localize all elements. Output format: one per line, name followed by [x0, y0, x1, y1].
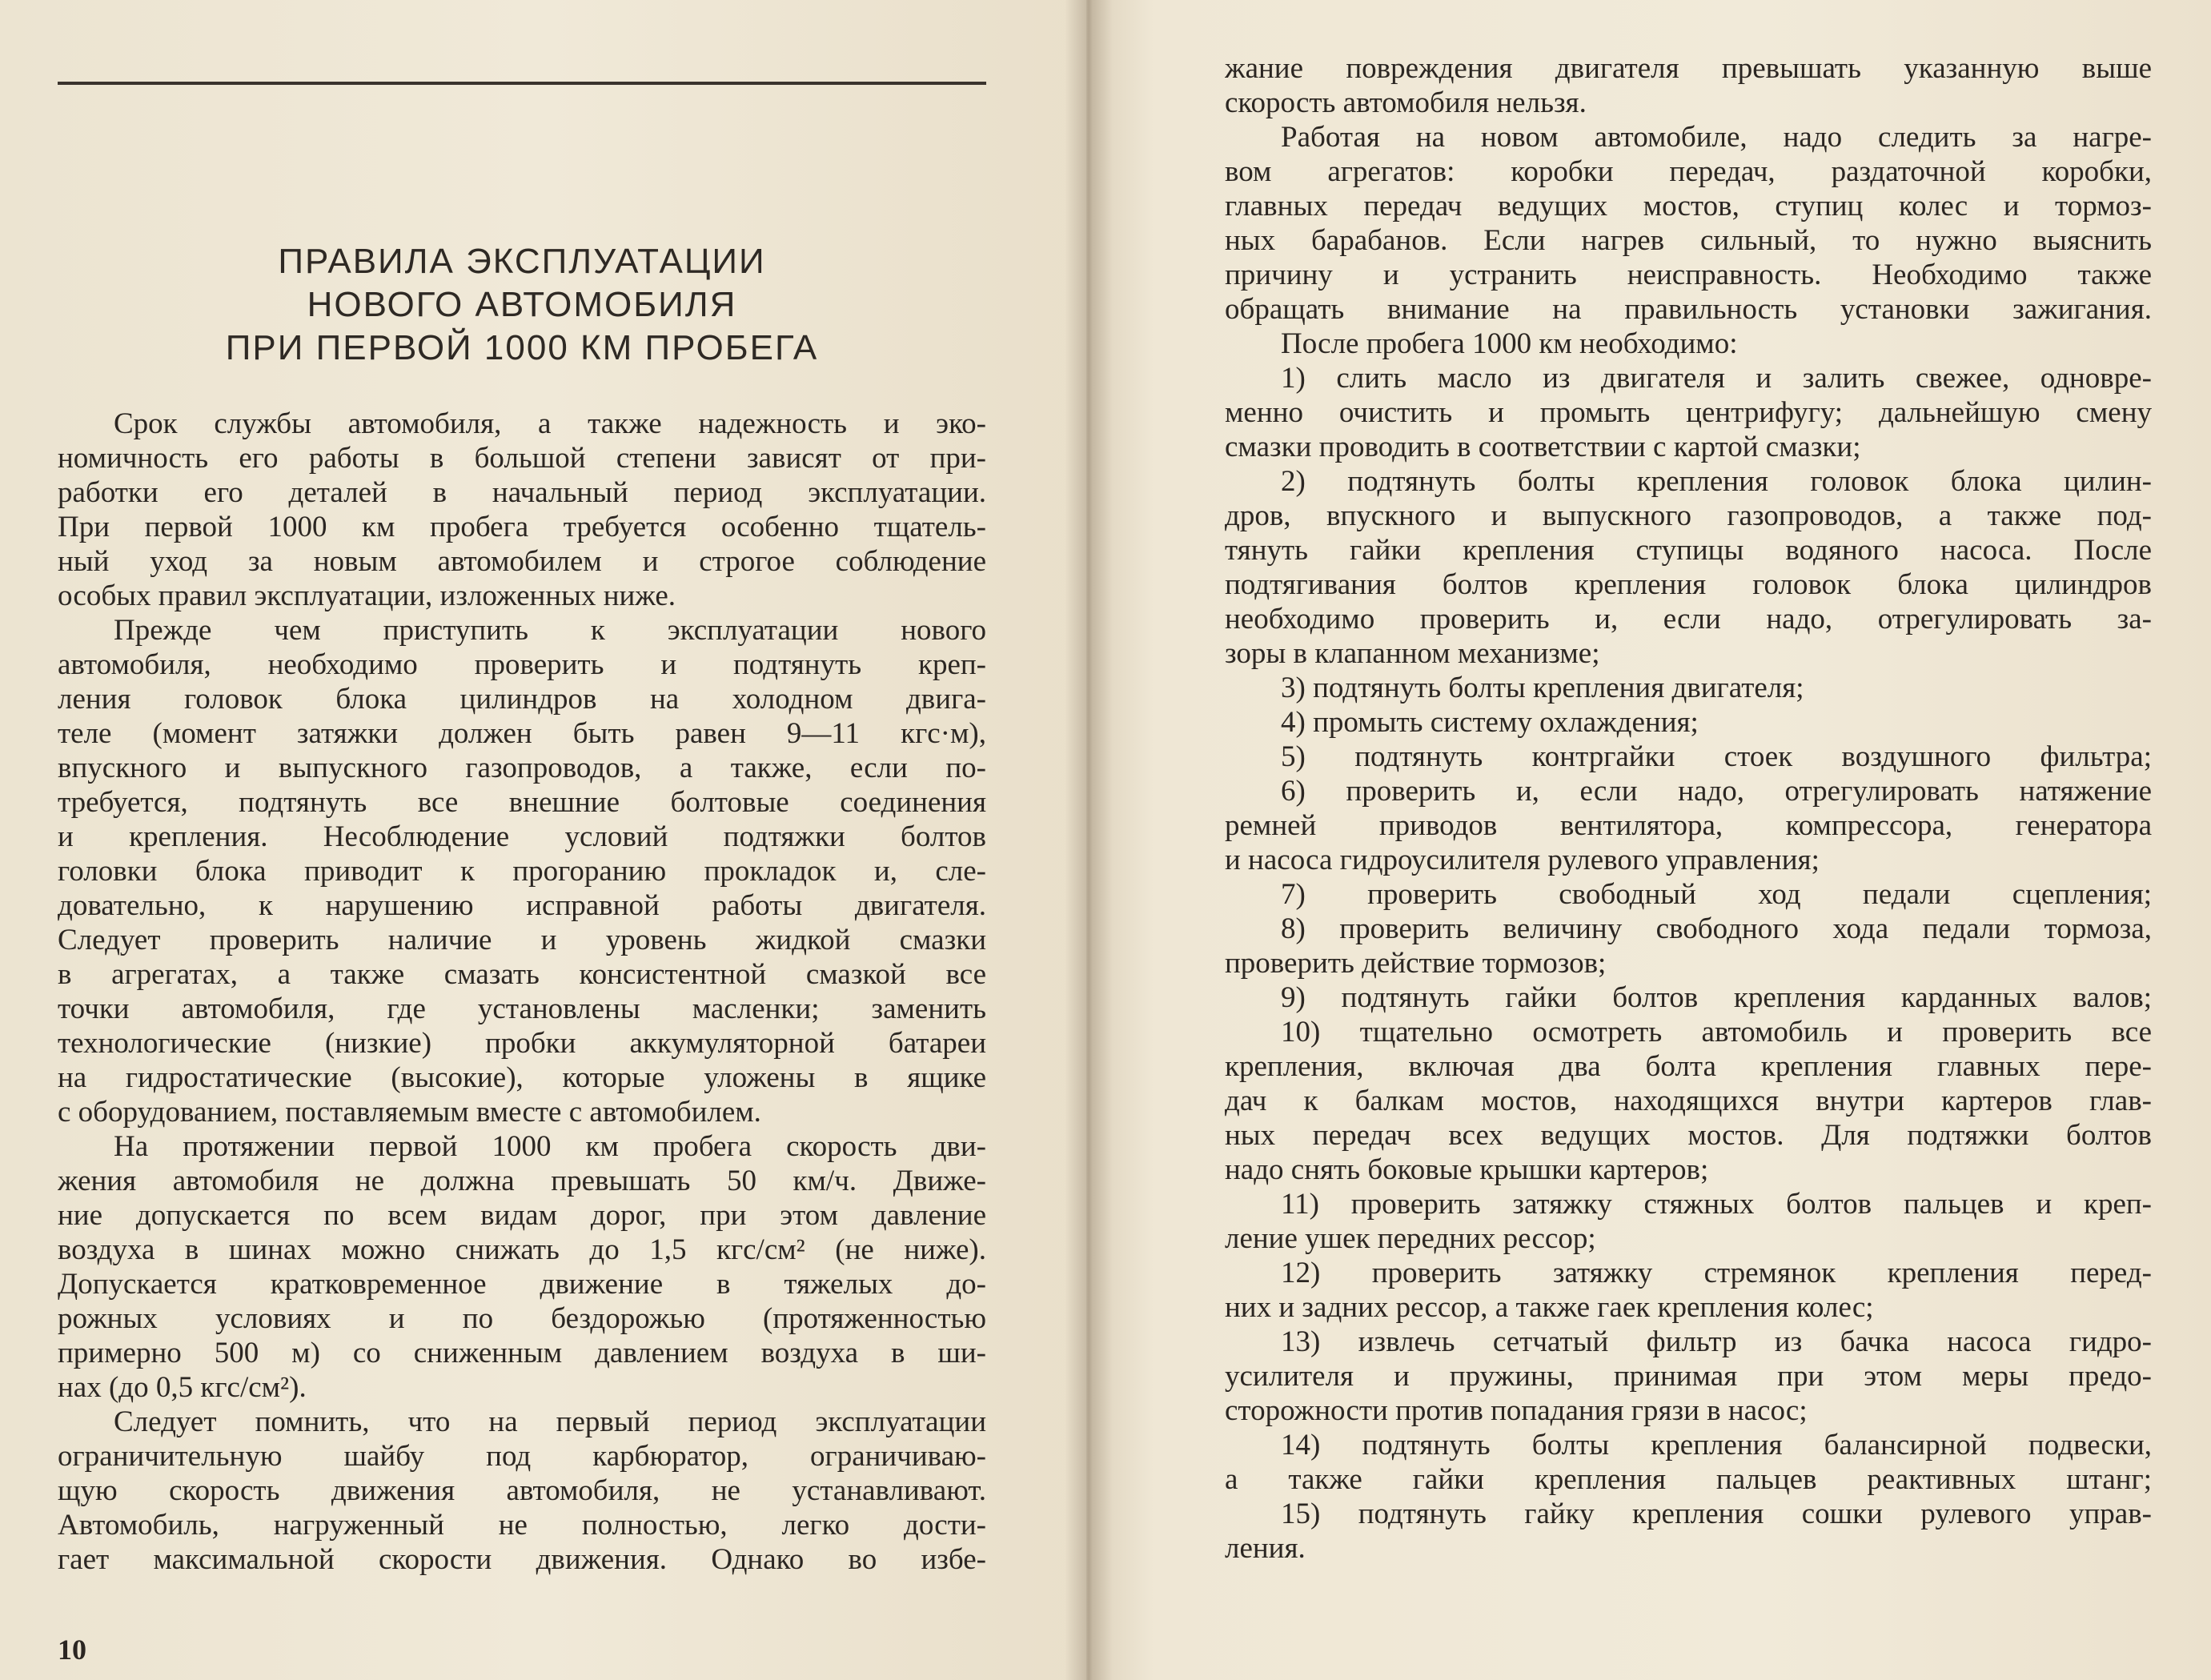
text-line: дач к балкам мостов, находящихся внутри картеров глав- [1225, 1085, 2152, 1117]
text-line: ления. [1225, 1532, 1306, 1565]
text-line: причину и устранить неисправность. Необходимо также [1225, 259, 2152, 291]
text-line: жения автомобиля не должна превышать 50 км/ч. Движе- [58, 1165, 986, 1197]
text-line: ных передач всех ведущих мостов. Для подтяжки болтов [1225, 1119, 2152, 1152]
text-line: ремней приводов вентилятора, компрессора, генератора [1225, 809, 2152, 842]
text-line: необходимо проверить и, если надо, отрегулировать за- [1225, 603, 2152, 636]
text-line: точки автомобиля, где установлены масленки; заменить [58, 992, 986, 1025]
text-line: 3) подтянуть болты крепления двигателя; [1281, 672, 1804, 704]
text-line: рожных условиях и по бездорожью (протяженностью [58, 1302, 986, 1335]
text-line: работки его деталей в начальный период эксплуатации. [58, 476, 986, 509]
text-line: них и задних рессор, а также гаек крепления колес; [1225, 1291, 1874, 1324]
text-line: Работая на новом автомобиле, надо следить за нагре- [1281, 121, 2152, 154]
text-line: После пробега 1000 км необходимо: [1281, 327, 1738, 360]
text-line: надо снять боковые крышки картеров; [1225, 1153, 1709, 1186]
text-line: жание повреждения двигателя превышать указанную выше [1225, 52, 2152, 85]
text-line: дров, впускного и выпускного газопроводов, а также под- [1225, 499, 2152, 532]
heading-line: ПРИ ПЕРВОЙ 1000 КМ ПРОБЕГА [225, 328, 819, 367]
heading-line: НОВОГО АВТОМОБИЛЯ [307, 285, 737, 324]
text-line: требуется, подтянуть все внешние болтовые соединения [58, 786, 986, 819]
text-line: Следует помнить, что на первый период эксплуатации [114, 1405, 986, 1438]
left-body-text [58, 407, 986, 1577]
text-line: и крепления. Несоблюдение условий подтяжки болтов [58, 820, 986, 853]
text-line: 5) подтянуть контргайки стоек воздушного фильтра; [1281, 740, 2152, 773]
text-line: При первой 1000 км пробега требуется особенно тщатель- [58, 511, 986, 543]
page-number: 10 [58, 1634, 86, 1666]
top-rule [58, 82, 986, 85]
text-line: зоры в клапанном механизме; [1225, 637, 1600, 670]
text-line: щую скорость движения автомобиля, не устанавливают. [58, 1474, 986, 1507]
text-line: усилителя и пружины, принимая при этом меры предо- [1225, 1360, 2152, 1393]
text-line: номичность его работы в большой степени зависят от при- [58, 442, 986, 475]
text-line: ления головок блока цилиндров на холодном двига- [58, 683, 986, 716]
text-line: впускного и выпускного газопроводов, а также, если по- [58, 752, 986, 784]
text-line: и насоса гидроусилителя рулевого управления; [1225, 844, 1820, 876]
text-line: 7) проверить свободный ход педали сцепления; [1281, 878, 2152, 911]
text-line: головки блока приводит к прогоранию прокладок и, сле- [58, 855, 986, 888]
text-line: нах (до 0,5 кгс/см²). [58, 1371, 307, 1404]
text-line: 11) проверить затяжку стяжных болтов пальцев и креп- [1281, 1188, 2152, 1221]
text-line: на гидростатические (высокие), которые уложены в ящике [58, 1061, 986, 1094]
text-line: На протяжении первой 1000 км пробега скорость дви- [114, 1130, 986, 1163]
text-line: вом агрегатов: коробки передач, раздаточной коробки, [1225, 155, 2152, 188]
text-line: 13) извлечь сетчатый фильтр из бачка насоса гидро- [1281, 1325, 2152, 1358]
text-line: главных передач ведущих мостов, ступиц колес и тормоз- [1225, 190, 2152, 223]
text-line: менно очистить и промыть центрифугу; дальнейшую смену [1225, 396, 2152, 429]
text-line: Допускается кратковременное движение в тяжелых до- [58, 1268, 986, 1301]
text-line: 9) подтянуть гайки болтов крепления карданных валов; [1281, 981, 2152, 1014]
text-line: а также гайки крепления пальцев реактивных штанг; [1225, 1463, 2152, 1496]
text-line: 2) подтянуть болты крепления головок блока цилин- [1281, 465, 2152, 498]
text-line: воздуха в шинах можно снижать до 1,5 кгс/см² (не ниже). [58, 1233, 986, 1266]
right-body-text [1225, 51, 2152, 1566]
text-line: обращать внимание на правильность установки зажигания. [1225, 293, 2152, 326]
text-line: крепления, включая два болта крепления главных пере- [1225, 1050, 2152, 1083]
text-line: примерно 500 м) со сниженным давлением воздуха в ши- [58, 1337, 986, 1369]
text-line: 6) проверить и, если надо, отрегулировать натяжение [1281, 775, 2152, 808]
text-line: с оборудованием, поставляемым вместе с автомобилем. [58, 1096, 761, 1129]
section-heading [58, 240, 986, 370]
book-gutter [1065, 0, 1113, 1680]
text-line: ние допускается по всем видам дорог, при этом давление [58, 1199, 986, 1232]
text-line: Прежде чем приступить к эксплуатации нового [114, 614, 986, 647]
text-line: Автомобиль, нагруженный не полностью, легко дости- [58, 1509, 986, 1542]
text-line: скорость автомобиля нельзя. [1225, 86, 1587, 119]
text-line: 1) слить масло из двигателя и залить свежее, одновре- [1281, 362, 2152, 395]
text-line: ограничительную шайбу под карбюратор, ограничиваю- [58, 1440, 986, 1473]
text-line: теле (момент затяжки должен быть равен 9—11 кгс·м), [58, 717, 986, 750]
text-line: в агрегатах, а также смазать консистентной смазкой все [58, 958, 986, 991]
text-line: 8) проверить величину свободного хода педали тормоза, [1281, 912, 2152, 945]
text-line: 14) подтянуть болты крепления балансирной подвески, [1281, 1429, 2152, 1461]
text-line: смазки проводить в соответствии с картой смазки; [1225, 431, 1861, 463]
text-line: подтягивания болтов крепления головок блока цилиндров [1225, 568, 2152, 601]
text-line: особых правил эксплуатации, изложенных ниже. [58, 579, 676, 612]
text-line: ный уход за новым автомобилем и строгое соблюдение [58, 545, 986, 578]
text-line: проверить действие тормозов; [1225, 947, 1607, 980]
text-line: тянуть гайки крепления ступицы водяного насоса. После [1225, 534, 2152, 567]
text-line: 15) подтянуть гайку крепления сошки рулевого управ- [1281, 1498, 2152, 1530]
text-line: Следует проверить наличие и уровень жидкой смазки [58, 924, 986, 956]
heading-line: ПРАВИЛА ЭКСПЛУАТАЦИИ [278, 242, 766, 281]
text-line: 12) проверить затяжку стремянок крепления перед- [1281, 1257, 2152, 1289]
text-line: сторожности против попадания грязи в насос; [1225, 1394, 1808, 1427]
text-line: ление ушек передних рессор; [1225, 1222, 1596, 1255]
text-line: гает максимальной скорости движения. Однако во избе- [58, 1543, 986, 1576]
text-line: довательно, к нарушению исправной работы двигателя. [58, 889, 986, 922]
text-line: технологические (низкие) пробки аккумуляторной батареи [58, 1027, 986, 1060]
text-line: 4) промыть систему охлаждения; [1281, 706, 1699, 739]
text-line: Срок службы автомобиля, а также надежность и эко- [114, 407, 986, 440]
text-line: ных барабанов. Если нагрев сильный, то нужно выяснить [1225, 224, 2152, 257]
text-line: 10) тщательно осмотреть автомобиль и проверить все [1281, 1016, 2152, 1048]
text-line: автомобиля, необходимо проверить и подтянуть креп- [58, 648, 986, 681]
